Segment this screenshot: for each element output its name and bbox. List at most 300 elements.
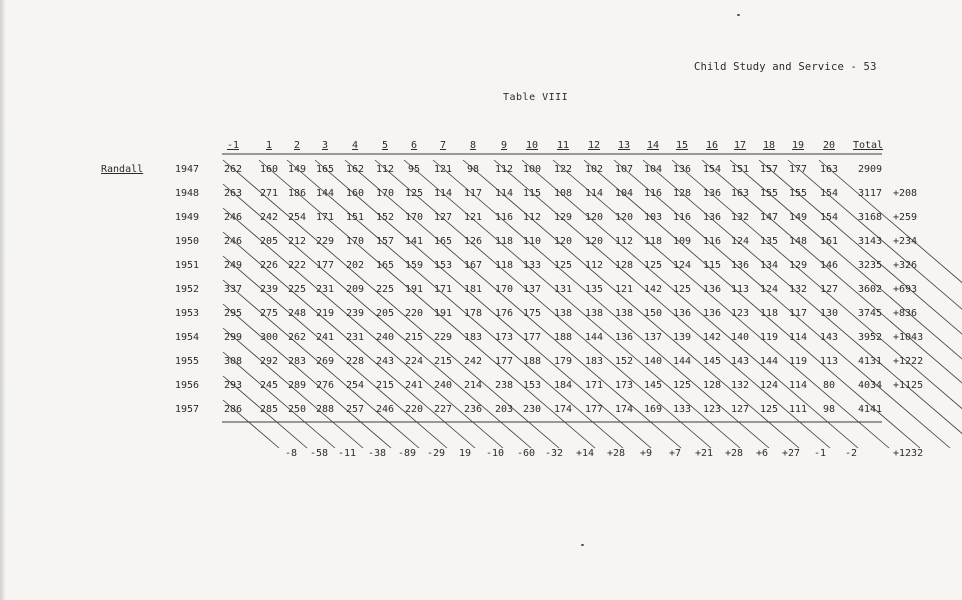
table-cell: 140 (730, 332, 750, 343)
cohort-diagonal (223, 304, 391, 448)
row-difference: +259 (893, 212, 918, 223)
table-cell: 205 (259, 236, 279, 247)
table-cell: 141 (404, 236, 424, 247)
table-cell: 215 (375, 380, 395, 391)
table-cell: 151 (730, 164, 750, 175)
table-cell: 246 (375, 404, 395, 415)
table-cell: 128 (672, 188, 692, 199)
table-cell: 112 (614, 236, 634, 247)
table-cell: 202 (345, 260, 365, 271)
column-header: 13 (617, 140, 631, 151)
cohort-diagonal (759, 160, 962, 448)
table-cell: 179 (553, 356, 573, 367)
change-cell: +14 (575, 448, 595, 459)
table-cell: 212 (287, 236, 307, 247)
table-cell: 155 (759, 188, 779, 199)
cohort-diagonal (702, 160, 962, 448)
row-total: 3235 (858, 260, 883, 271)
column-header: 20 (822, 140, 836, 151)
table-cell: 177 (522, 332, 542, 343)
table-cell: 144 (672, 356, 692, 367)
column-header: 1 (265, 140, 273, 151)
table-cell: 137 (643, 332, 663, 343)
cohort-diagonal (223, 400, 279, 448)
table-cell: 181 (463, 284, 483, 295)
table-cell: 169 (643, 404, 663, 415)
column-header: 15 (675, 140, 689, 151)
table-cell: 276 (315, 380, 335, 391)
table-cell: 125 (672, 380, 692, 391)
row-total: 3952 (858, 332, 883, 343)
change-cell: -58 (309, 448, 329, 459)
table-cell: 215 (404, 332, 424, 343)
table-cell: 120 (553, 236, 573, 247)
change-cell: +7 (668, 448, 682, 459)
table-cell: 241 (404, 380, 424, 391)
table-cell: 114 (433, 188, 453, 199)
table-cell: 136 (702, 284, 722, 295)
table-cell: 220 (404, 308, 424, 319)
table-cell: 140 (643, 356, 663, 367)
column-header: 8 (469, 140, 477, 151)
table-cell: 129 (553, 212, 573, 223)
table-cell: 112 (375, 164, 395, 175)
column-header: 16 (705, 140, 719, 151)
table-cell: 123 (730, 308, 750, 319)
speck (737, 14, 740, 16)
table-cell: 136 (672, 308, 692, 319)
column-header: 12 (587, 140, 601, 151)
table-cell: 308 (223, 356, 243, 367)
column-header: Total (852, 140, 884, 151)
table-cell: 132 (730, 212, 750, 223)
table-cell: 142 (643, 284, 663, 295)
table-cell: 275 (259, 308, 279, 319)
table-cell: 123 (702, 404, 722, 415)
table-cell: 229 (315, 236, 335, 247)
table-cell: 142 (702, 332, 722, 343)
table-cell: 231 (345, 332, 365, 343)
column-header: 7 (439, 140, 447, 151)
table-cell: 113 (819, 356, 839, 367)
table-cell: 125 (643, 260, 663, 271)
table-cell: 184 (553, 380, 573, 391)
change-cell: -8 (284, 448, 298, 459)
cohort-diagonal (672, 160, 962, 448)
table-cell: 186 (287, 188, 307, 199)
table-cell: 300 (259, 332, 279, 343)
table-cell: 124 (759, 284, 779, 295)
table-cell: 80 (822, 380, 836, 391)
column-header: 2 (293, 140, 301, 151)
column-header: 9 (500, 140, 508, 151)
table-cell: 160 (345, 188, 365, 199)
table-cell: 130 (819, 308, 839, 319)
table-cell: 240 (433, 380, 453, 391)
row-total: 3602 (858, 284, 883, 295)
table-cell: 161 (819, 236, 839, 247)
table-cell: 155 (788, 188, 808, 199)
table-cell: 151 (345, 212, 365, 223)
table-cell: 136 (614, 332, 634, 343)
table-cell: 262 (287, 332, 307, 343)
column-header: 14 (646, 140, 660, 151)
table-cell: 170 (494, 284, 514, 295)
table-cell: 285 (259, 404, 279, 415)
table-cell: 293 (223, 380, 243, 391)
change-cell: +28 (606, 448, 626, 459)
row-difference: +1125 (893, 380, 924, 391)
table-cell: 226 (259, 260, 279, 271)
table-cell: 138 (553, 308, 573, 319)
table-cell: 229 (433, 332, 453, 343)
row-difference: +208 (893, 188, 918, 199)
row-difference: +1222 (893, 356, 924, 367)
table-cell: 154 (819, 212, 839, 223)
row-year: 1957 (175, 404, 200, 415)
row-difference: +693 (893, 284, 918, 295)
row-total: 2909 (858, 164, 883, 175)
table-cell: 239 (345, 308, 365, 319)
table-cell: 148 (788, 236, 808, 247)
table-cell: 249 (223, 260, 243, 271)
table-cell: 107 (614, 164, 634, 175)
table-cell: 214 (463, 380, 483, 391)
table-cell: 147 (759, 212, 779, 223)
table-cell: 165 (375, 260, 395, 271)
change-total-difference: +1232 (893, 448, 924, 459)
table-cell: 177 (788, 164, 808, 175)
table-cell: 263 (223, 188, 243, 199)
table-cell: 144 (584, 332, 604, 343)
table-cell: 269 (315, 356, 335, 367)
table-cell: 114 (788, 380, 808, 391)
column-header: 6 (410, 140, 418, 151)
table-cell: 162 (345, 164, 365, 175)
page-header: Child Study and Service - 53 (694, 61, 877, 73)
table-cell: 109 (672, 236, 692, 247)
table-cell: 219 (315, 308, 335, 319)
table-cell: 118 (643, 236, 663, 247)
table-cell: 175 (522, 308, 542, 319)
row-year: 1952 (175, 284, 200, 295)
table-cell: 224 (404, 356, 424, 367)
table-cell: 183 (463, 332, 483, 343)
table-cell: 125 (759, 404, 779, 415)
table-cell: 170 (375, 188, 395, 199)
column-header: 4 (351, 140, 359, 151)
table-cell: 250 (287, 404, 307, 415)
cohort-diagonal (223, 328, 363, 448)
table-cell: 116 (494, 212, 514, 223)
table-cell: 114 (584, 188, 604, 199)
table-cell: 215 (433, 356, 453, 367)
row-total: 3745 (858, 308, 883, 319)
table-cell: 103 (643, 212, 663, 223)
table-cell: 292 (259, 356, 279, 367)
table-cell: 203 (494, 404, 514, 415)
table-cell: 242 (259, 212, 279, 223)
column-header: 5 (381, 140, 389, 151)
table-cell: 128 (702, 380, 722, 391)
table-cell: 205 (375, 308, 395, 319)
table-cell: 177 (315, 260, 335, 271)
table-cell: 131 (553, 284, 573, 295)
table-cell: 295 (223, 308, 243, 319)
table-cell: 121 (433, 164, 453, 175)
table-cell: 112 (522, 212, 542, 223)
table-cell: 159 (404, 260, 424, 271)
table-cell: 145 (702, 356, 722, 367)
table-cell: 125 (553, 260, 573, 271)
table-cell: 171 (433, 284, 453, 295)
table-cell: 113 (730, 284, 750, 295)
row-total: 4141 (858, 404, 883, 415)
row-year: 1948 (175, 188, 200, 199)
column-header: 3 (321, 140, 329, 151)
table-cell: 150 (643, 308, 663, 319)
table-cell: 173 (614, 380, 634, 391)
table-cell: 117 (463, 188, 483, 199)
table-cell: 174 (614, 404, 634, 415)
table-cell: 119 (788, 356, 808, 367)
table-cell: 174 (553, 404, 573, 415)
table-cell: 143 (730, 356, 750, 367)
table-cell: 124 (730, 236, 750, 247)
table-cell: 170 (404, 212, 424, 223)
table-cell: 236 (463, 404, 483, 415)
table-cell: 242 (463, 356, 483, 367)
table-cell: 108 (553, 188, 573, 199)
table-cell: 225 (375, 284, 395, 295)
table-cell: 136 (702, 308, 722, 319)
column-header: -1 (226, 140, 240, 151)
table-cell: 124 (672, 260, 692, 271)
change-cell: -60 (516, 448, 536, 459)
table-cell: 127 (433, 212, 453, 223)
change-cell: -32 (544, 448, 564, 459)
column-header: 18 (762, 140, 776, 151)
table-cell: 110 (522, 236, 542, 247)
table-cell: 228 (345, 356, 365, 367)
row-difference: +326 (893, 260, 918, 271)
table-cell: 137 (522, 284, 542, 295)
change-cell: -89 (397, 448, 417, 459)
change-cell: +28 (724, 448, 744, 459)
table-cell: 254 (345, 380, 365, 391)
table-cell: 121 (463, 212, 483, 223)
table-cell: 114 (494, 188, 514, 199)
table-cell: 127 (730, 404, 750, 415)
cohort-diagonal (614, 160, 950, 448)
row-total: 3117 (858, 188, 883, 199)
table-cell: 167 (463, 260, 483, 271)
table-cell: 163 (819, 164, 839, 175)
table-cell: 165 (315, 164, 335, 175)
table-cell: 153 (522, 380, 542, 391)
table-cell: 98 (822, 404, 836, 415)
change-cell: 19 (458, 448, 472, 459)
change-cell: +21 (694, 448, 714, 459)
table-cell: 112 (584, 260, 604, 271)
table-cell: 152 (375, 212, 395, 223)
table-cell: 138 (614, 308, 634, 319)
table-cell: 283 (287, 356, 307, 367)
change-cell: +6 (755, 448, 769, 459)
table-cell: 152 (614, 356, 634, 367)
table-cell: 145 (643, 380, 663, 391)
table-cell: 220 (404, 404, 424, 415)
table-cell: 239 (259, 284, 279, 295)
cohort-diagonal (223, 280, 419, 448)
change-cell: -1 (813, 448, 827, 459)
table-cell: 120 (614, 212, 634, 223)
table-cell: 136 (702, 212, 722, 223)
cohort-diagonal (643, 160, 962, 448)
table-cell: 176 (494, 308, 514, 319)
row-difference: +836 (893, 308, 918, 319)
cohort-diagonal (788, 160, 962, 448)
cohort-diagonal (223, 160, 559, 448)
speck (581, 544, 584, 546)
table-cell: 115 (702, 260, 722, 271)
table-cell: 288 (315, 404, 335, 415)
table-cell: 254 (287, 212, 307, 223)
table-cell: 102 (584, 164, 604, 175)
table-cell: 149 (788, 212, 808, 223)
table-cell: 125 (672, 284, 692, 295)
table-cell: 95 (407, 164, 421, 175)
table-cell: 178 (463, 308, 483, 319)
row-year: 1954 (175, 332, 200, 343)
table-cell: 135 (584, 284, 604, 295)
table-cell: 271 (259, 188, 279, 199)
table-cell: 138 (584, 308, 604, 319)
table-cell: 171 (584, 380, 604, 391)
row-total: 4131 (858, 356, 883, 367)
table-cell: 139 (672, 332, 692, 343)
table-cell: 129 (788, 260, 808, 271)
table-cell: 248 (287, 308, 307, 319)
table-cell: 231 (315, 284, 335, 295)
table-cell: 177 (494, 356, 514, 367)
row-year: 1956 (175, 380, 200, 391)
table-cell: 126 (463, 236, 483, 247)
table-cell: 222 (287, 260, 307, 271)
row-year: 1947 (175, 164, 200, 175)
table-cell: 120 (584, 236, 604, 247)
table-cell: 133 (522, 260, 542, 271)
change-cell: +9 (639, 448, 653, 459)
table-cell: 134 (759, 260, 779, 271)
table-cell: 98 (466, 164, 480, 175)
table-cell: 136 (702, 188, 722, 199)
table-cell: 116 (643, 188, 663, 199)
table-cell: 157 (759, 164, 779, 175)
table-cell: 132 (788, 284, 808, 295)
row-year: 1951 (175, 260, 200, 271)
table-cell: 188 (553, 332, 573, 343)
table-cell: 337 (223, 284, 243, 295)
table-cell: 225 (287, 284, 307, 295)
table-cell: 136 (730, 260, 750, 271)
table-cell: 183 (584, 356, 604, 367)
table-cell: 177 (584, 404, 604, 415)
table-cell: 112 (494, 164, 514, 175)
change-cell: -11 (337, 448, 357, 459)
change-cell: -38 (367, 448, 387, 459)
table-cell: 104 (643, 164, 663, 175)
table-cell: 230 (522, 404, 542, 415)
cohort-diagonal (223, 184, 531, 448)
table-cell: 191 (404, 284, 424, 295)
column-header: 17 (733, 140, 747, 151)
table-cell: 135 (759, 236, 779, 247)
table-cell: 154 (819, 188, 839, 199)
cohort-diagonal (223, 256, 447, 448)
table-cell: 227 (433, 404, 453, 415)
table-cell: 188 (522, 356, 542, 367)
table-cell: 121 (614, 284, 634, 295)
table-cell: 286 (223, 404, 243, 415)
table-cell: 191 (433, 308, 453, 319)
row-total: 3143 (858, 236, 883, 247)
row-year: 1953 (175, 308, 200, 319)
row-year: 1949 (175, 212, 200, 223)
row-year: 1955 (175, 356, 200, 367)
table-cell: 104 (614, 188, 634, 199)
change-cell: -10 (485, 448, 505, 459)
column-header: 10 (525, 140, 539, 151)
row-difference: +1043 (893, 332, 924, 343)
table-cell: 100 (522, 164, 542, 175)
table-cell: 246 (223, 212, 243, 223)
cohort-diagonal (223, 376, 307, 448)
cohort-diagonal (375, 160, 711, 448)
table-cell: 111 (788, 404, 808, 415)
table-cell: 163 (730, 188, 750, 199)
table-cell: 116 (702, 236, 722, 247)
row-difference: +234 (893, 236, 918, 247)
table-cell: 117 (788, 308, 808, 319)
table-cell: 160 (259, 164, 279, 175)
table-cell: 245 (259, 380, 279, 391)
change-cell: -2 (844, 448, 858, 459)
table-cell: 118 (494, 236, 514, 247)
cohort-diagonal (223, 352, 335, 448)
table-cell: 299 (223, 332, 243, 343)
table-cell: 122 (553, 164, 573, 175)
table-cell: 124 (759, 380, 779, 391)
table-cell: 115 (522, 188, 542, 199)
table-cell: 144 (759, 356, 779, 367)
change-cell: -29 (426, 448, 446, 459)
table-cell: 146 (819, 260, 839, 271)
row-total: 4034 (858, 380, 883, 391)
table-cell: 118 (759, 308, 779, 319)
table-cell: 157 (375, 236, 395, 247)
row-label: Randall (101, 164, 144, 175)
table-cell: 120 (584, 212, 604, 223)
table-cell: 170 (345, 236, 365, 247)
table-cell: 257 (345, 404, 365, 415)
column-header: 11 (556, 140, 570, 151)
table-cell: 133 (672, 404, 692, 415)
table-cell: 127 (819, 284, 839, 295)
table-cell: 132 (730, 380, 750, 391)
row-total: 3168 (858, 212, 883, 223)
table-cell: 238 (494, 380, 514, 391)
